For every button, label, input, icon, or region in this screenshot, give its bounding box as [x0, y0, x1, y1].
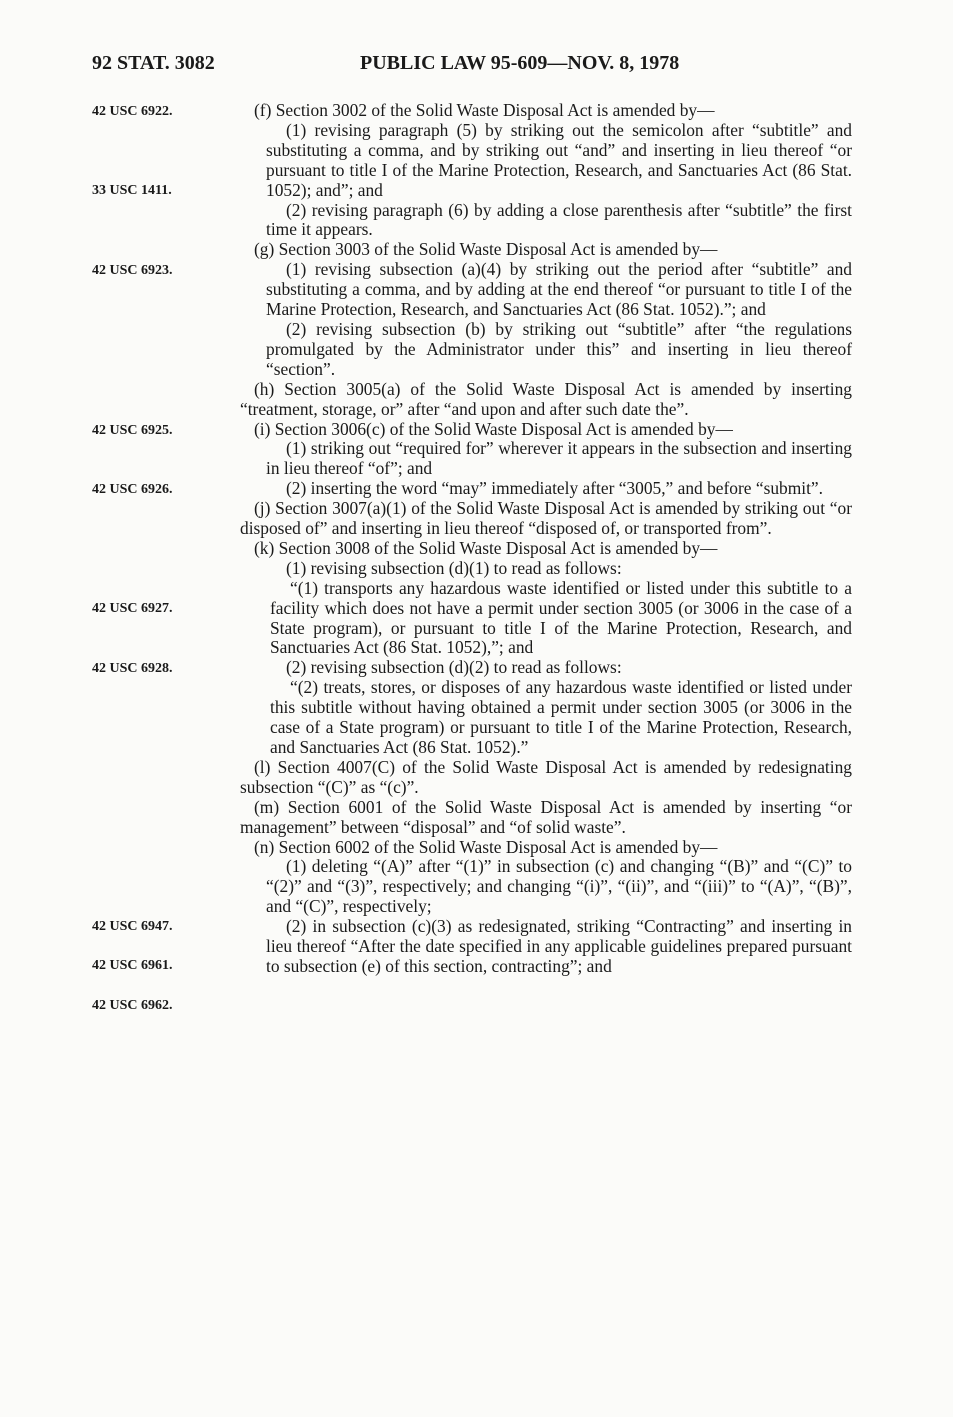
section-paragraph: (l) Section 4007(C) of the Solid Waste Disposal Act is amended by redesignating subsection “(C)” as “(c)”. — [240, 756, 852, 797]
page-header — [92, 52, 852, 82]
section-paragraph: (k) Section 3008 of the Solid Waste Disposal Act is amended by— — [254, 537, 718, 558]
document-body — [240, 101, 852, 977]
sub-paragraph: (2) revising paragraph (6) by adding a close parenthesis after “subtitle” the first time it appears. — [266, 199, 852, 240]
section-paragraph: (n) Section 6002 of the Solid Waste Disposal Act is amended by— — [254, 836, 718, 857]
section-paragraph: (i) Section 3006(c) of the Solid Waste Disposal Act is amended by— — [254, 418, 733, 439]
margin-note: 33 USC 1411. — [92, 183, 172, 198]
sub-paragraph: (1) revising subsection (a)(4) by striking out the period after “subtitle” and substituting a comma, and by adding at the end thereof “or pursuant to title I of the Marine Protection, Research, and Sanctuaries Act (86 Stat. 1052).”; and — [266, 259, 852, 320]
statute-page-number: 92 STAT. 3082 — [92, 52, 215, 74]
sub-paragraph: (2) revising subsection (d)(2) to read as follows: — [286, 657, 622, 678]
margin-note: 42 USC 6926. — [92, 482, 173, 497]
quoted-paragraph: “(1) transports any hazardous waste identified or listed under this subtitle to a facility which does not have a permit under section 3005 (or 3006 in the case of a State program), or pursuant to title I of the Marine Protection, Research, and Sanctuaries Act (86 Stat. 1052),”; and — [270, 577, 852, 658]
sub-paragraph: (2) revising subsection (b) by striking out “subtitle” after “the regulations promulgated by the Administrator under this” and inserting in lieu thereof “section”. — [266, 318, 852, 379]
sub-paragraph: (2) inserting the word “may” immediately after “3005,” and before “submit”. — [286, 478, 823, 499]
margin-note: 42 USC 6962. — [92, 998, 173, 1013]
sub-paragraph: (1) revising paragraph (5) by striking out the semicolon after “subtitle” and substituting a comma, and by striking out “and” and inserting in lieu thereof “or pursuant to title I of the Marine Protection, Research, and Sanctuaries Act (86 Stat. 1052); and”; and — [266, 119, 852, 200]
sub-paragraph: (1) revising subsection (d)(1) to read as follows: — [286, 557, 622, 578]
margin-note: 42 USC 6923. — [92, 263, 173, 278]
section-paragraph: (j) Section 3007(a)(1) of the Solid Waste Disposal Act is amended by striking out “or disposed of” and inserting in lieu thereof “disposed of, or transported from”. — [240, 498, 852, 539]
margin-note: 42 USC 6961. — [92, 958, 173, 973]
section-paragraph: (h) Section 3005(a) of the Solid Waste Disposal Act is amended by inserting “treatment, storage, or” after “and upon and after such date the”. — [240, 378, 852, 419]
margin-note: 42 USC 6947. — [92, 919, 173, 934]
public-law-title: PUBLIC LAW 95-609—NOV. 8, 1978 — [360, 52, 680, 74]
sub-paragraph: (1) deleting “(A)” after “(1)” in subsection (c) and changing “(B)” and “(C)” to “(2)” and “(3)”, respectively; and changing “(i)”, “(ii)”, and “(iii)” to “(A)”, “(B)”, and “(C)”, respectively; — [266, 856, 852, 917]
margin-note: 42 USC 6927. — [92, 601, 173, 616]
section-paragraph: (g) Section 3003 of the Solid Waste Disposal Act is amended by— — [254, 239, 718, 260]
quoted-paragraph: “(2) treats, stores, or disposes of any hazardous waste identified or listed under this subtitle without having obtained a permit under section 3005 (or 3006 in the case of a State program) or pursuant to title I of the Marine Protection, Research, and Sanctuaries Act (86 Stat. 1052).” — [270, 677, 852, 757]
margin-note: 42 USC 6922. — [92, 104, 173, 119]
margin-note: 42 USC 6925. — [92, 423, 173, 438]
margin-note: 42 USC 6928. — [92, 661, 173, 676]
section-paragraph: (f) Section 3002 of the Solid Waste Disposal Act is amended by— — [254, 100, 715, 120]
sub-paragraph: (1) striking out “required for” wherever it appears in the subsection and inserting in lieu thereof “of”; and — [266, 438, 852, 479]
section-paragraph: (m) Section 6001 of the Solid Waste Disposal Act is amended by inserting “or management” between “disposal” and “of solid waste”. — [240, 796, 852, 837]
sub-paragraph: (2) in subsection (c)(3) as redesignated, striking “Contracting” and inserting in lieu thereof “After the date specified in any applicable guidelines prepared pursuant to subsection (e) of this section, contracting”; and — [266, 916, 852, 976]
